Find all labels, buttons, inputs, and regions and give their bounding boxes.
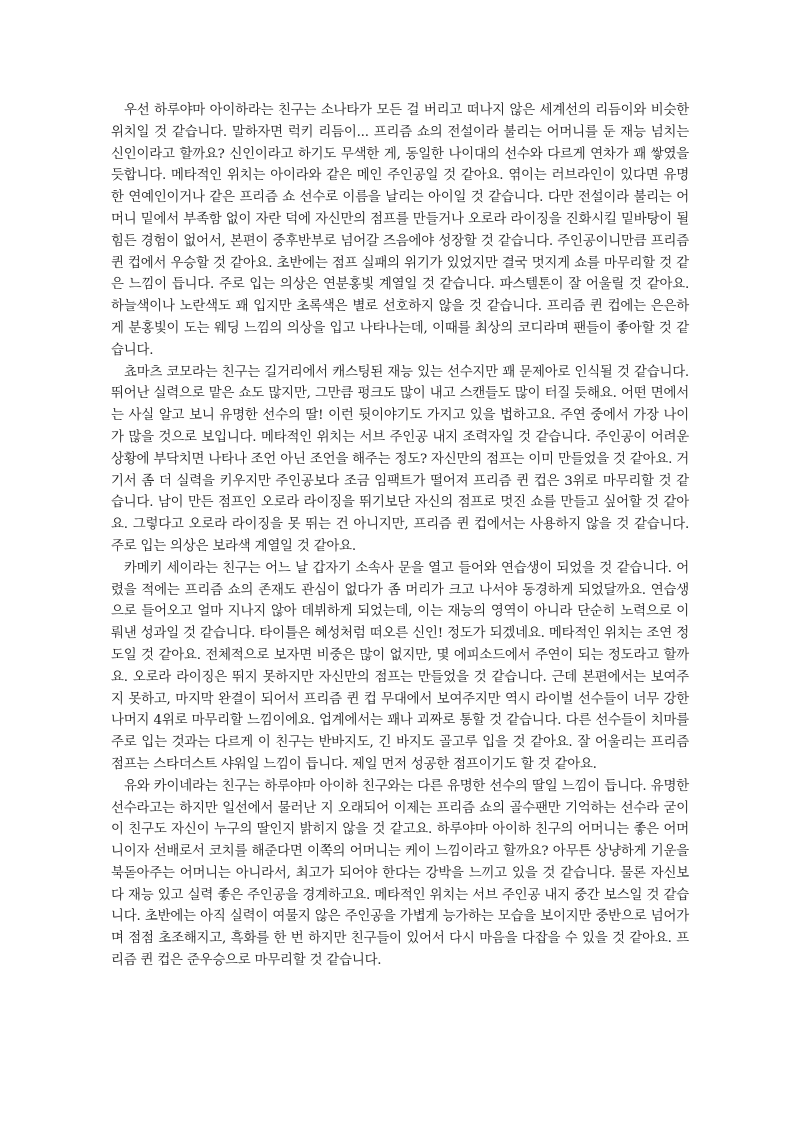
paragraph-sei: 카메키 세이라는 친구는 어느 날 갑자기 소속사 문을 열고 들어와 연습생이 되었을 것 같습니다. 어렸을 적에는 프리즘 쇼의 존재도 관심이 없다가 좀 머리가 크고 나서야 동경하게 되었달까요. 연습생으로 들어오고 얼마 지나지 않아 데뷔하게 되었는데, 이는 재능의 영역이 아니라 단순히 노력으로 이뤄낸 성과일 것 같습니다. 타이틀은 혜성처럼 떠오른 신인! 정도가 되겠네요. 메타적인 위치는 조연 정도일 것 같아요. 전체적으로 보자면 비중은 많이 없지만, 몇 에피소드에서 주연이 되는 정도라고 할까요. 오로라 라이징은 뛰지 못하지만 자신만의 점프는 만들었을 것 같습니다. 근데 본편에서는 보여주지 못하고, 마지막 완결이 되어서 프리즘 퀸 컵 무대에서 보여주지만 역시 라이벌 선수들이 너무 강한 나머지 4위로 마무리할 느낌이에요. 업계에서는 꽤나 괴짜로 통할 것 같습니다. 다른 선수들이 치마를 주로 입는 것과는 다르게 이 친구는 반바지도, 긴 바지도 골고루 입을 것 같아요. 잘 어울리는 프리즘 점프는 스타더스트 샤워일 느낌이 듭니다. 제일 먼저 성공한 점프이기도 할 것 같아요. — [111, 560, 689, 772]
paragraph-kaine: 유와 카이네라는 친구는 하루야마 아이하 친구와는 다른 유명한 선수의 딸일 느낌이 듭니다. 유명한 선수라고는 하지만 일선에서 물러난 지 오래되어 이제는 프리즘 쇼의 골수팬만 기억하는 선수라 굳이 이 친구도 자신이 누구의 딸인지 밝히지 않을 것 같고요. 하루야마 아이하 친구의 어머니는 좋은 어머니이자 선배로서 코치를 해준다면 이쪽의 어머니는 케이 느낌이라고 할까요? 아무튼 상냥하게 기운을 북돋아주는 어머니는 아니라서, 최고가 되어야 한다는 강박을 느끼고 있을 것 같습니다. 물론 자신보다 재능 있고 실력 좋은 주인공을 경계하고요. 메타적인 위치는 서브 주인공 내지 중간 보스일 것 같습니다. 초반에는 아직 실력이 여물지 않은 주인공을 가볍게 능가하는 모습을 보이지만 중반으로 넘어가며 점점 초조해지고, 흑화를 한 번 하지만 친구들이 있어서 다시 마음을 다잡을 수 있을 것 같아요. 프리즘 퀸 컵은 준우승으로 마무리할 것 같습니다. — [111, 778, 689, 969]
paragraph-aiha: 우선 하루야마 아이하라는 친구는 소나타가 모든 걸 버리고 떠나지 않은 세계선의 리듬이와 비슷한 위치일 것 같습니다. 말하자면 럭키 리듬이... 프리즘 쇼의 전설이라 불리는 어머니를 둔 재능 넘치는 신인이라고 할까요? 신인이라고 하기도 무색한 게, 동일한 나이대의 선수와 다르게 연차가 꽤 쌓였을 듯합니다. 메타적인 위치는 아이라와 같은 메인 주인공일 것 같아요. 엮이는 러브라인이 있다면 유명한 연예인이거나 같은 프리즘 쇼 선수로 이름을 날리는 아이일 것 같습니다. 다만 전설이라 불리는 어머니 밑에서 부족함 없이 자란 덕에 자신만의 점프를 만들거나 오로라 라이징을 진화시킬 밑바탕이 될 힘든 경험이 없어서, 본편이 중후반부로 넘어갈 즈음에야 성장할 것 같습니다. 주인공이니만큼 프리즘 퀸 컵에서 우승할 것 같아요. 초반에는 점프 실패의 위기가 있었지만 결국 멋지게 쇼를 마무리할 것 같은 느낌이 듭니다. 주로 입는 의상은 연분홍빛 계열일 것 같습니다. 파스텔톤이 잘 어울릴 것 같아요. 하늘색이나 노란색도 꽤 입지만 초록색은 별로 선호하지 않을 것 같습니다. 프리즘 퀸 컵에는 은은하게 분홍빛이 도는 웨딩 느낌의 의상을 입고 나타나는데, 이때를 최상의 코디라며 팬들이 좋아할 것 같습니다. — [111, 103, 689, 358]
document-body — [111, 100, 689, 972]
paragraph-komo: 쵸마츠 코모라는 친구는 길거리에서 캐스팅된 재능 있는 선수지만 꽤 문제아로 인식될 것 같습니다. 뛰어난 실력으로 맡은 쇼도 많지만, 그만큼 펑크도 많이 내고 스캔들도 많이 터질 듯해요. 어떤 면에서는 사실 알고 보니 유명한 선수의 딸! 이런 뒷이야기도 가지고 있을 법하고요. 주연 중에서 가장 나이가 많을 것으로 보입니다. 메타적인 위치는 서브 주인공 내지 조력자일 것 같습니다. 주인공이 어려운 상황에 부닥치면 나타나 조언 아닌 조언을 해주는 정도? 자신만의 점프는 이미 만들었을 것 같아요. 거기서 좀 더 실력을 키우지만 주인공보다 조금 임팩트가 떨어져 프리즘 퀸 컵은 3위로 마무리할 것 같습니다. 남이 만든 점프인 오로라 라이징을 뛰기보단 자신의 점프로 멋진 쇼를 만들고 싶어할 것 같아요. 그렇다고 오로라 라이징을 못 뛰는 건 아니지만, 프리즘 퀸 컵에서는 사용하지 않을 것 같습니다. 주로 입는 의상은 보라색 계열일 것 같아요. — [111, 364, 689, 554]
